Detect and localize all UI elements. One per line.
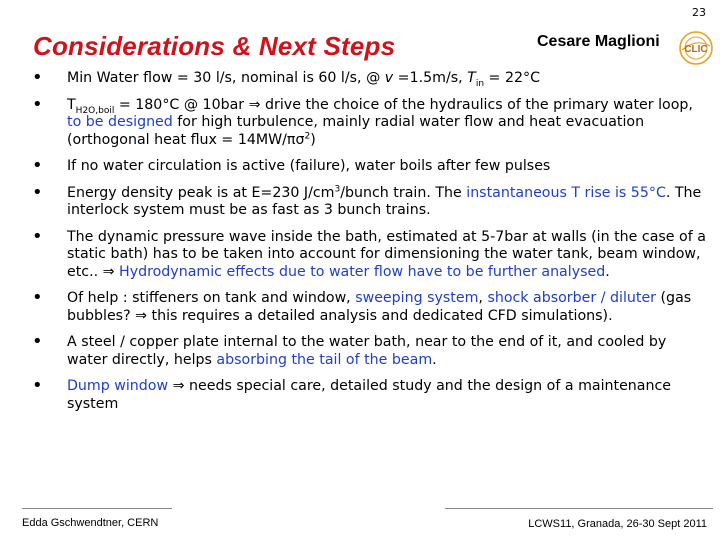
bullet-stiffeners: • Of help : stiffeners on tank and window, sweeping system, shock absorber / diluter (gas bubbles? ⇒ this requires a detailed analysis and dedicated CFD simulations). <box>30 290 710 325</box>
slide-number: 23 <box>692 6 706 19</box>
clic-logo <box>678 30 714 66</box>
bullet-dump-window: • Dump window ⇒ needs special care, detailed study and the design of a maintenance system <box>30 378 710 413</box>
bullet-energy-density: • Energy density peak is at E=230 $J/cm^3$/bunch train. The instantaneous T rise is 55°C. The interlock system must be as fast as 3 bunch trains. <box>30 185 710 220</box>
bullet-list <box>30 70 710 422</box>
footer-divider-left <box>22 508 172 509</box>
footer-conference: LCWS11, Granada, 26-30 Sept 2011 <box>528 518 707 530</box>
bullet-steel-plate: • A steel / copper plate internal to the water bath, near to the end of it, and cooled by water directly, helps absorbing the tail of the beam. <box>30 334 710 369</box>
author-name: Cesare Maglioni <box>537 33 660 50</box>
slide-title: Considerations & Next Steps <box>33 31 396 61</box>
bullet-pressure-wave: • The dynamic pressure wave inside the bath, estimated at 5-7bar at walls (in the case of a static bath) has to be taken into account for dimensioning the water tank, beam window, etc.. ⇒ Hydrodynamic effects due to water flow have to be further analysed. <box>30 229 710 282</box>
footer-presenter: Edda Gschwendtner, CERN <box>22 517 159 529</box>
bullet-boiling-temp: • $T_{H2O,boil} = 180^\circ C$ @ 10bar ⇒ drive the choice of the hydraulics of the primary water loop, to be designed for high turbulence, mainly radial water flow and heat evacuation (orthogonal heat flux = $14MW/\pi\sigma^2$) <box>30 97 710 150</box>
bullet-water-flow: • Min Water flow = 30 l/s, nominal is 60 l/s, @ v =1.5m/s, $T_{in} = 22^\circ C$ <box>30 70 710 88</box>
bullet-circulation-failure: • If no water circulation is active (failure), water boils after few pulses <box>30 158 710 176</box>
logo-text: CLIC <box>684 44 708 55</box>
footer-divider-right <box>445 508 713 509</box>
